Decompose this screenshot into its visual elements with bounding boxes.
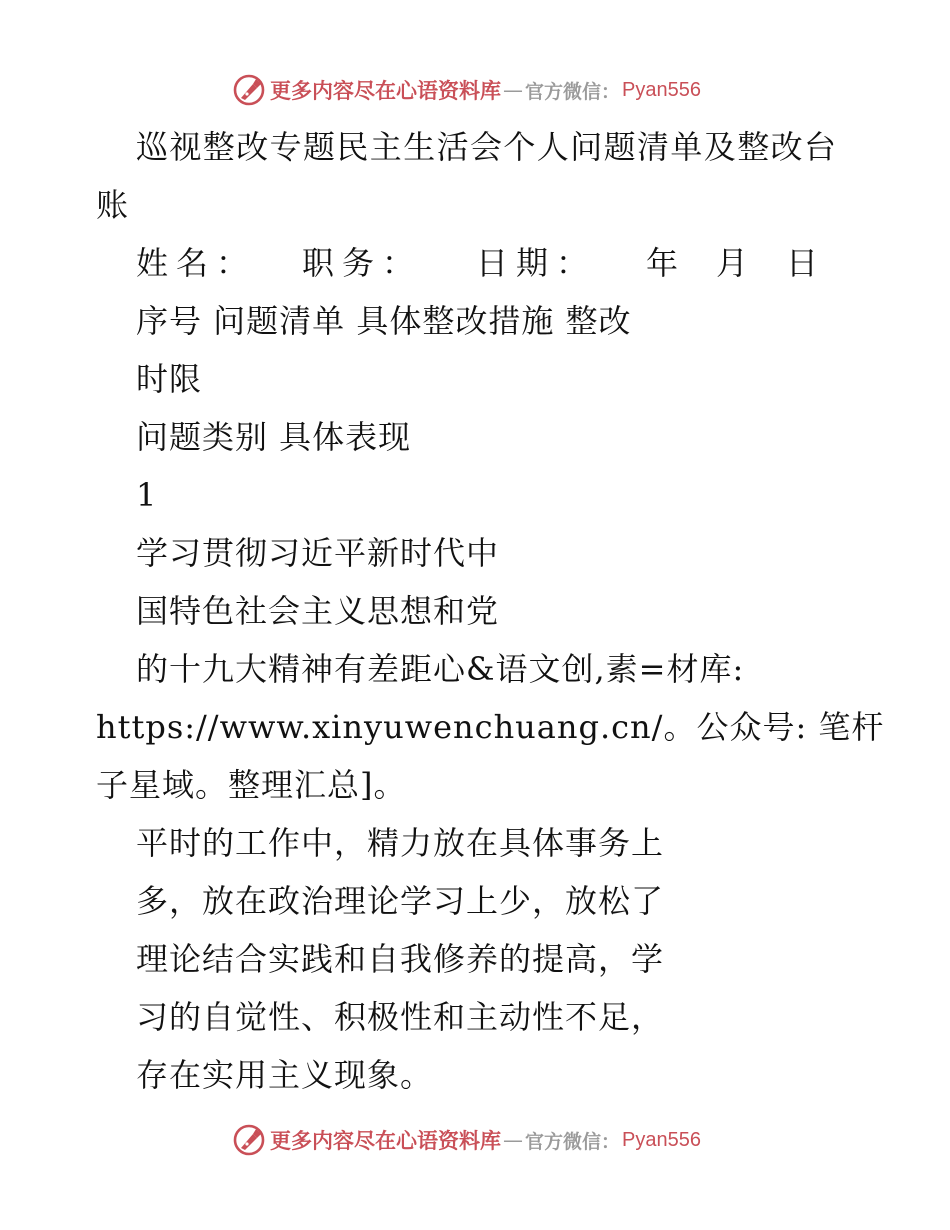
watermark-dash: — <box>503 1128 523 1152</box>
header-watermark-banner <box>232 72 701 108</box>
watermark-wechat-id: Pyan556 <box>622 1128 701 1151</box>
category-line-2: 国特色社会主义思想和党 <box>136 592 500 630</box>
footer-watermark-banner <box>232 1122 701 1158</box>
name-label: 姓名： <box>136 244 257 282</box>
watermark-official-label: 官方微信： <box>525 1130 621 1153</box>
month-label: 月 <box>716 244 750 282</box>
pen-nib-circle-icon <box>232 1123 266 1157</box>
detail-line-5: 存在实用主义现象。 <box>136 1056 434 1094</box>
detail-line-4: 习的自觉性、积极性和主动性不足， <box>136 998 665 1036</box>
table-subheader: 问题类别 具体表现 <box>136 418 412 456</box>
document-title-line-2: 账 <box>96 186 130 224</box>
category-line-1: 学习贯彻习近平新时代中 <box>136 534 500 572</box>
day-label: 日 <box>786 244 820 282</box>
header-fields-row <box>96 234 854 292</box>
table-header-line-1: 序号 问题清单 具体整改措施 整改 <box>136 302 632 340</box>
watermark-official-label: 官方微信： <box>525 80 621 103</box>
category-line-3: 的十九大精神有差距心&语文创,素=材库: <box>136 650 745 688</box>
detail-line-2: 多，放在政治理论学习上少，放松了 <box>136 882 665 920</box>
detail-line-1: 平时的工作中，精力放在具体事务上 <box>136 824 665 862</box>
watermark-main-text: 更多内容尽在心语资料库 <box>270 78 501 103</box>
date-label: 日期： <box>476 244 597 282</box>
document-body <box>96 118 885 1104</box>
watermark-dash: — <box>503 78 523 102</box>
table-header-line-2: 时限 <box>136 360 203 398</box>
source-note-line: 子星域。整理汇总]。 <box>96 766 407 804</box>
year-label: 年 <box>646 244 680 282</box>
pen-nib-circle-icon <box>232 73 266 107</box>
source-url-line: https://www.xinyuwenchuang.cn/。公众号: 笔杆 <box>96 708 885 746</box>
detail-line-3: 理论结合实践和自我修养的提高，学 <box>136 940 665 978</box>
document-title-line-1: 巡视整改专题民主生活会个人问题清单及整改台 <box>136 128 838 166</box>
position-label: 职务： <box>302 244 423 282</box>
row-number: 1 <box>136 476 158 514</box>
watermark-wechat-id: Pyan556 <box>622 78 701 101</box>
watermark-main-text: 更多内容尽在心语资料库 <box>270 1128 501 1153</box>
